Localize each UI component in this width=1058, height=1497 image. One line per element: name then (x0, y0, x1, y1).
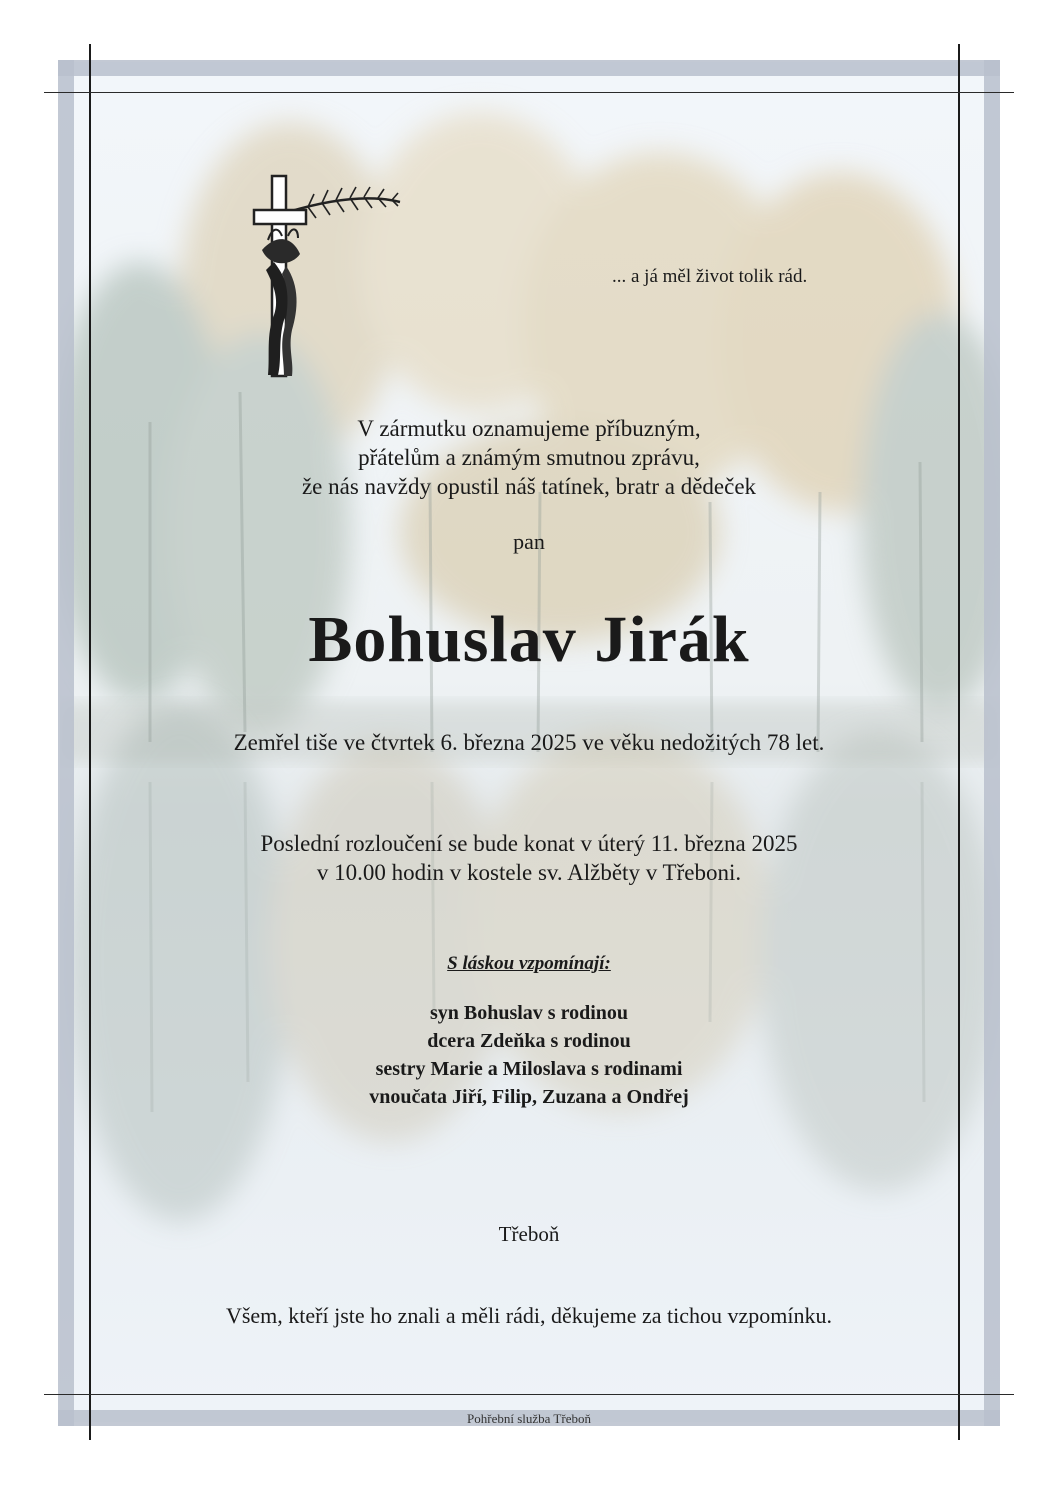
funeral-service-footer: Pohřební služba Třeboň (467, 1411, 591, 1426)
funeral-line: v 10.00 hodin v kostele sv. Alžběty v Třeboni. (316, 860, 742, 885)
frame-band-top (58, 60, 1000, 76)
death-notice: Zemřel tiše ve čtvrtek 6. března 2025 ve věku nedožitých 78 let. (233, 730, 825, 755)
intro-line: že nás navždy opustil náš tatínek, bratr a dědeček (301, 474, 757, 499)
frame-rule-bottom (44, 1394, 1014, 1395)
deceased-name: Bohuslav Jirák (308, 603, 750, 676)
intro-line: V zármutku oznamujeme příbuzným, (357, 416, 701, 441)
mourners-list (0, 999, 1058, 1111)
frame-rule-top (44, 92, 1014, 93)
mourner-item: dcera Zdeňka s rodinou (427, 1030, 631, 1052)
funeral-line: Poslední rozloučení se bude konat v úterý 11. března 2025 (260, 831, 798, 856)
mourner-item: vnoučata Jiří, Filip, Zuzana a Ondřej (369, 1086, 689, 1108)
motto-quote: ... a já měl život tolik rád. (612, 266, 808, 287)
announcement-intro (0, 414, 1058, 501)
funeral-details (0, 829, 1058, 887)
town-name: Třeboň (498, 1222, 560, 1246)
intro-line: přátelům a známým smutnou zprávu, (358, 445, 700, 470)
honorific: pan (513, 529, 545, 554)
cross-with-palm-icon (248, 170, 408, 385)
mourner-item: syn Bohuslav s rodinou (429, 1002, 629, 1024)
remember-heading: S láskou vzpomínají: (447, 953, 611, 974)
thanks-line: Všem, kteří jste ho znali a měli rádi, děkujeme za tichou vzpomínku. (225, 1303, 833, 1328)
mourner-item: sestry Marie a Miloslava s rodinami (375, 1058, 683, 1080)
